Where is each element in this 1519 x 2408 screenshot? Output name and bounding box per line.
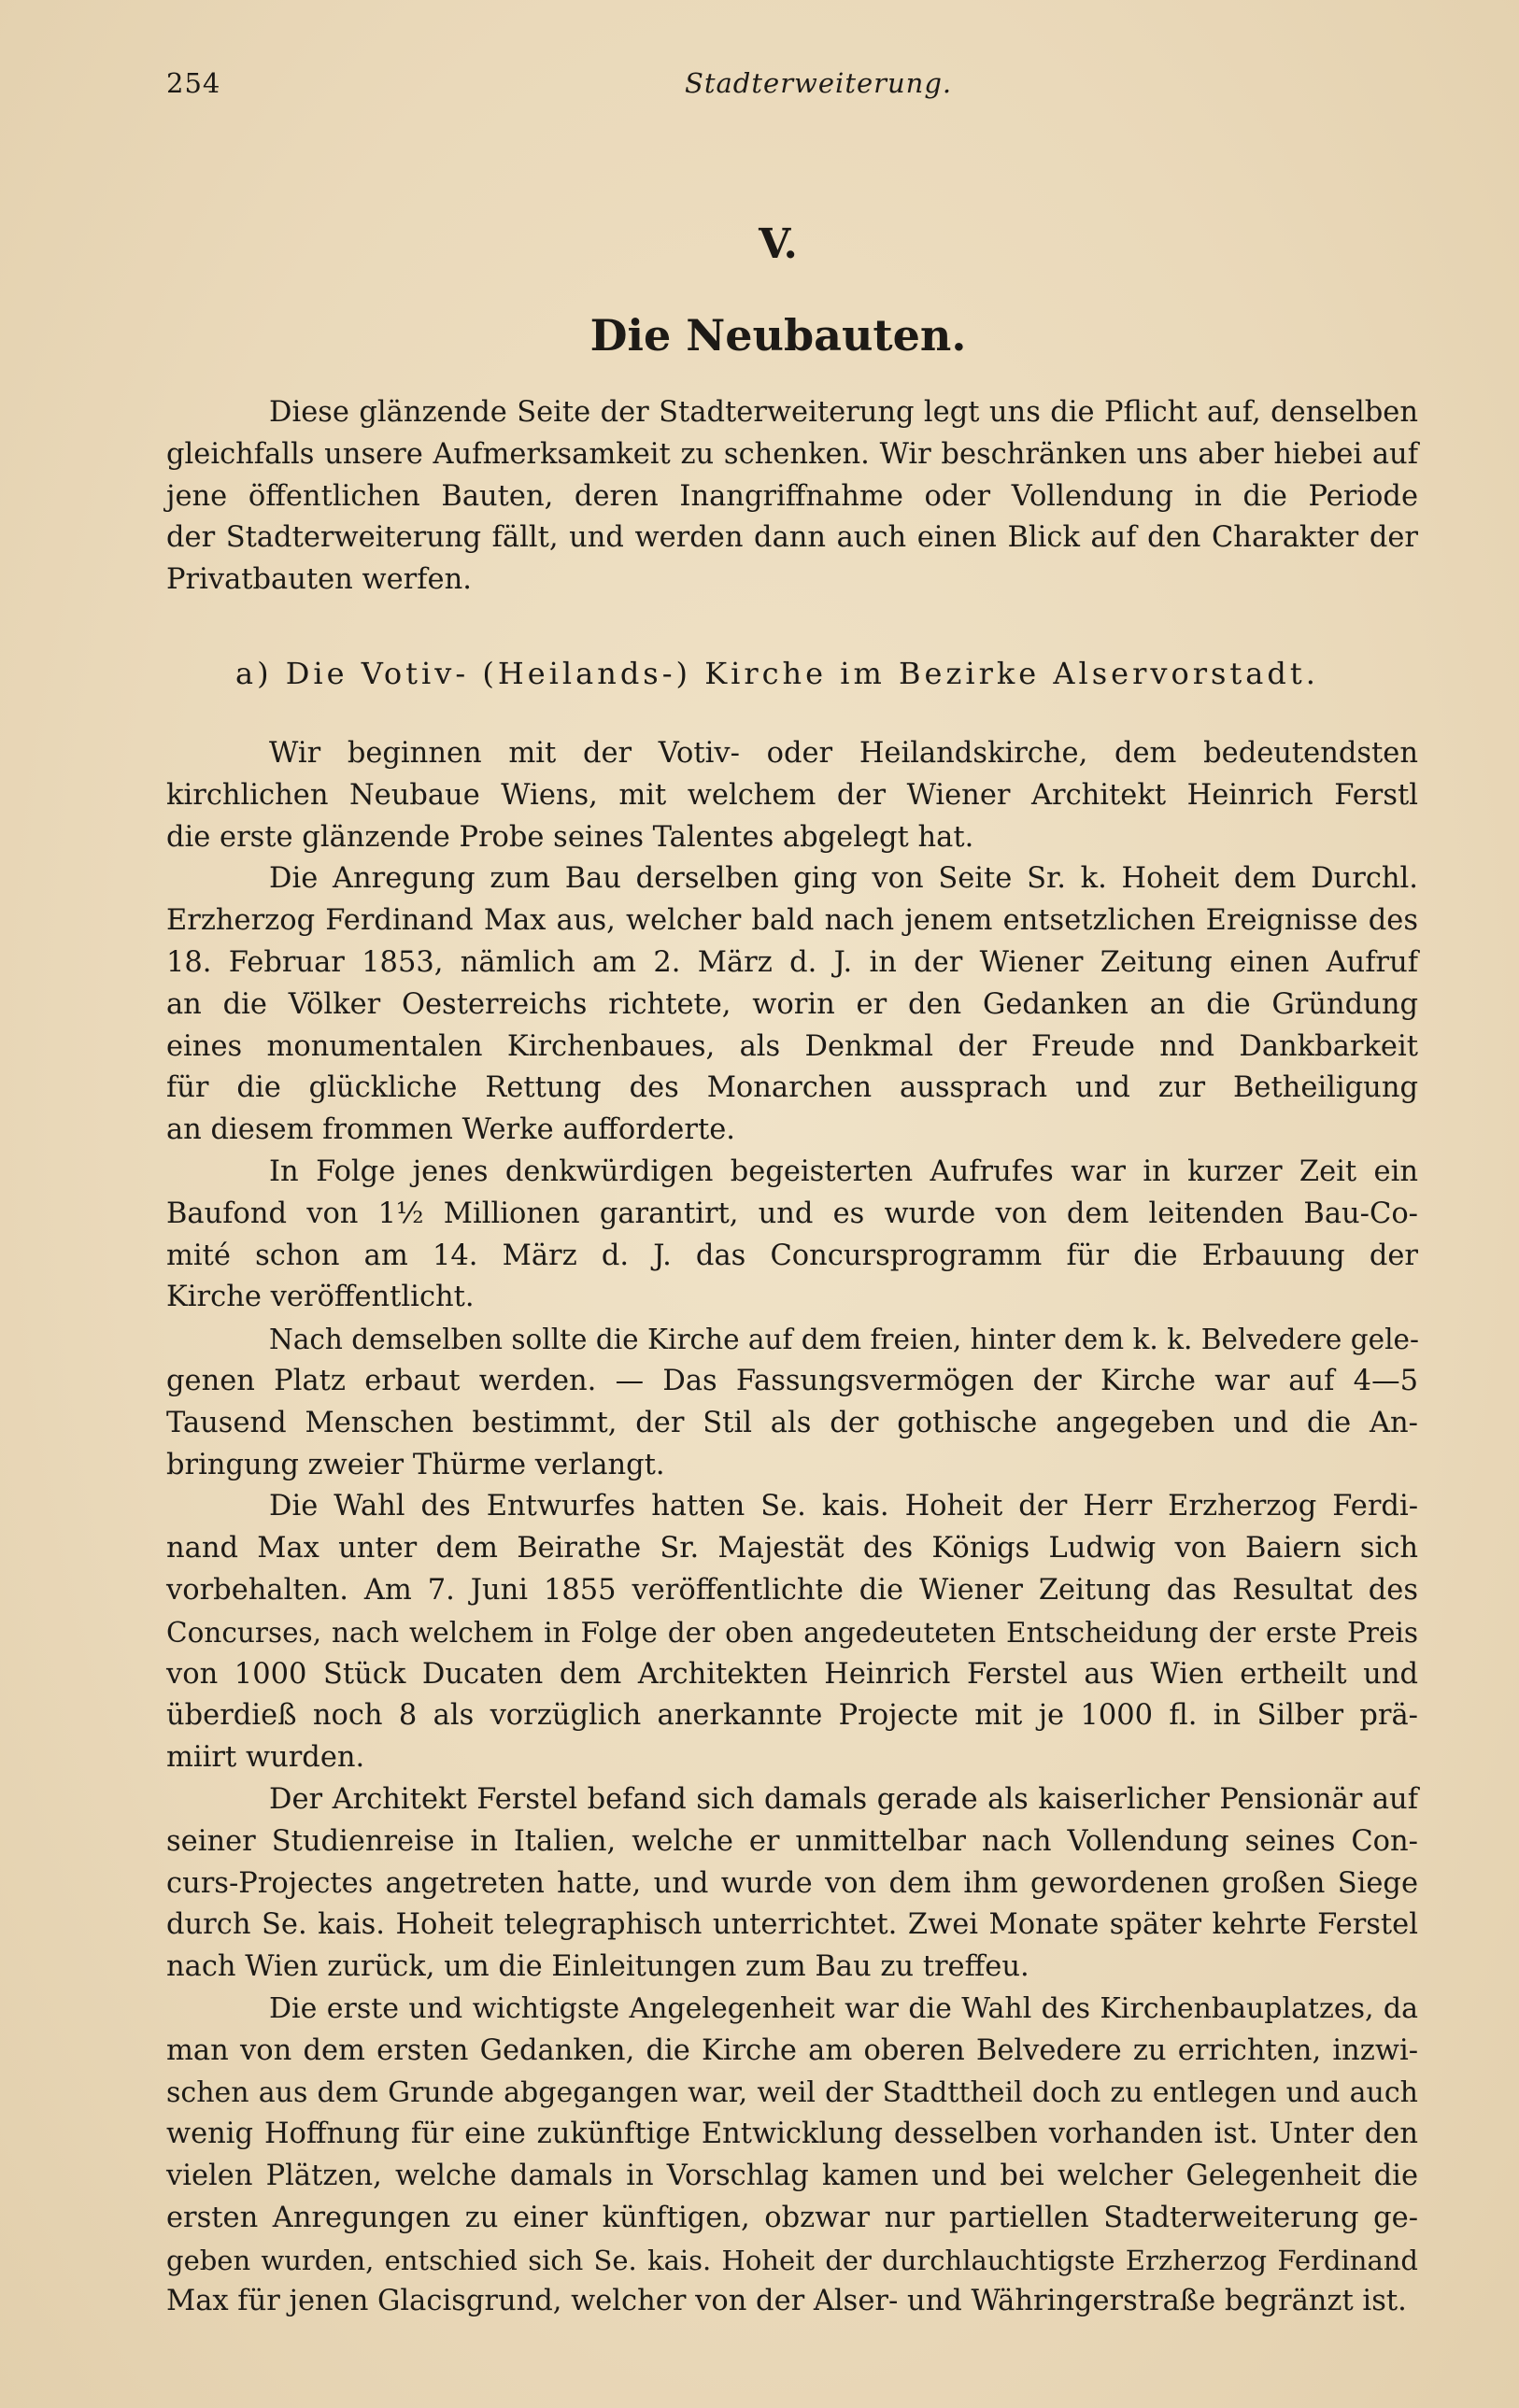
text-line: Baufond von 1½ Millionen garantirt, und es wurde von dem leitenden Bau-Co-: [166, 1197, 1418, 1230]
text-line: Der Architekt Ferstel befand sich damals gerade als kaiserlicher Pensionär auf: [269, 1782, 1418, 1816]
text-line: Die erste und wichtigste Angelegenheit war die Wahl des Kirchenbauplatzes, da: [269, 1991, 1418, 2025]
paragraph: [166, 1779, 1418, 1989]
page-number: 254: [166, 67, 221, 99]
text-line: Diese glänzende Seite der Stadterweiterung legt uns die Pflicht auf, denselben: [269, 396, 1418, 429]
text-line: Tausend Menschen bestimmt, der Stil als der gothische angegeben und die An-: [166, 1406, 1418, 1439]
text-line: für die glückliche Rettung des Monarchen aussprach und zur Betheiligung: [166, 1071, 1418, 1105]
intro-paragraph: [166, 392, 1418, 602]
text-line: In Folge jenes denkwürdigen begeisterten Aufrufes war in kurzer Zeit ein: [269, 1154, 1418, 1188]
paragraph: [166, 1989, 1418, 2323]
subsection-heading: a) Die Votiv- (Heilands-) Kirche im Bezirke Alservorstadt.: [235, 656, 1319, 691]
text-line: Nach demselben sollte die Kirche auf dem freien, hinter dem k. k. Belvedere gele-: [269, 1324, 1419, 1356]
text-line: Concurses, nach welchem in Folge der oben angedeuteten Entscheidung der erste Preis: [166, 1616, 1418, 1649]
paragraph: [166, 1152, 1418, 1319]
text-line: Die Wahl des Entwurfes hatten Se. kais. Hoheit der Herr Erzherzog Ferdi-: [269, 1490, 1418, 1523]
text-line: Erzherzog Ferdinand Max aus, welcher bald nach jenem entsetzlichen Ereignisse des: [166, 904, 1418, 938]
text-line: an diesem frommen Werke aufforderte.: [166, 1113, 735, 1147]
text-line: genen Platz erbaut werden. — Das Fassungsvermögen der Kirche war auf 4—5: [166, 1364, 1418, 1397]
text-line: überdieß noch 8 als vorzüglich anerkannte Projecte mit je 1000 fl. in Silber prä-: [166, 1699, 1418, 1733]
text-line: mité schon am 14. März d. J. das Concursprogramm für die Erbauung der: [166, 1239, 1418, 1272]
text-line: durch Se. kais. Hoheit telegraphisch unterrichtet. Zwei Monate später kehrte Ferstel: [166, 1908, 1418, 1942]
page-header: [166, 67, 1416, 114]
text-line: bringung zweier Thürme verlangt.: [166, 1448, 665, 1481]
section-number: V.: [759, 220, 798, 268]
paragraph: [166, 733, 1418, 858]
section-title: Die Neubauten.: [589, 310, 967, 361]
text-line: miirt wurden.: [166, 1741, 365, 1775]
text-line: ersten Anregungen zu einer künftigen, obzwar nur partiellen Stadterweiterung ge-: [166, 2201, 1418, 2234]
text-line: 18. Februar 1853, nämlich am 2. März d. J. in der Wiener Zeitung einen Aufruf: [166, 945, 1418, 979]
text-line: Die Anregung zum Bau derselben ging von Seite Sr. k. Hoheit dem Durchl.: [269, 862, 1418, 896]
text-line: wenig Hoffnung für eine zukünftige Entwicklung desselben vorhanden ist. Unter den: [166, 2118, 1418, 2151]
text-line: gleichfalls unsere Aufmerksamkeit zu schenken. Wir beschränken uns aber hiebei auf: [166, 437, 1418, 471]
text-line: vorbehalten. Am 7. Juni 1855 veröffentlichte die Wiener Zeitung das Resultat des: [166, 1573, 1418, 1607]
text-line: Max für jenen Glacisgrund, welcher von der Alser- und Währingerstraße begränzt ist.: [166, 2285, 1407, 2318]
text-line: seiner Studienreise in Italien, welche er unmittelbar nach Vollendung seines Con-: [166, 1824, 1418, 1858]
text-line: schen aus dem Grunde abgegangen war, weil der Stadttheil doch zu entlegen und auch: [166, 2075, 1418, 2109]
text-line: die erste glänzende Probe seines Talentes abgelegt hat.: [166, 820, 974, 854]
text-line: kirchlichen Neubaue Wiens, mit welchem der Wiener Architekt Heinrich Ferstl: [166, 778, 1418, 812]
text-line: nach Wien zurück, um die Einleitungen zum Bau zu treffeu.: [166, 1950, 1029, 1984]
paragraph: [166, 1319, 1418, 1486]
text-line: curs-Projectes angetreten hatte, und wurde von dem ihm gewordenen großen Siege: [166, 1866, 1418, 1900]
text-line: geben wurden, entschied sich Se. kais. Hoheit der durchlauchtigste Erzherzog Ferdinand: [166, 2244, 1418, 2276]
text-line: der Stadterweiterung fällt, und werden dann auch einen Blick auf den Charakter der: [166, 521, 1418, 555]
text-line: man von dem ersten Gedanken, die Kirche am oberen Belvedere zu errichten, inzwi-: [166, 2033, 1418, 2067]
text-line: Kirche veröffentlicht.: [166, 1281, 475, 1314]
text-line: an die Völker Oesterreichs richtete, worin er den Gedanken an die Gründung: [166, 987, 1418, 1021]
paragraph: [166, 1486, 1418, 1779]
text-line: eines monumentalen Kirchenbaues, als Denkmal der Freude nnd Dankbarkeit: [166, 1029, 1418, 1063]
running-head: Stadterweiterung.: [685, 67, 953, 99]
text-line: von 1000 Stück Ducaten dem Architekten Heinrich Ferstel aus Wien ertheilt und: [166, 1657, 1418, 1691]
text-line: Wir beginnen mit der Votiv- oder Heilandskirche, dem bedeutendsten: [269, 737, 1418, 770]
text-line: Privatbauten werfen.: [166, 563, 472, 597]
text-line: nand Max unter dem Beirathe Sr. Majestät des Königs Ludwig von Baiern sich: [166, 1532, 1418, 1565]
text-line: jene öffentlichen Bauten, deren Inangriffnahme oder Vollendung in die Periode: [166, 479, 1418, 513]
text-line: vielen Plätzen, welche damals in Vorschlag kamen und bei welcher Gelegenheit die: [166, 2160, 1418, 2193]
main-text: [166, 733, 1418, 2323]
paragraph: [166, 858, 1418, 1152]
